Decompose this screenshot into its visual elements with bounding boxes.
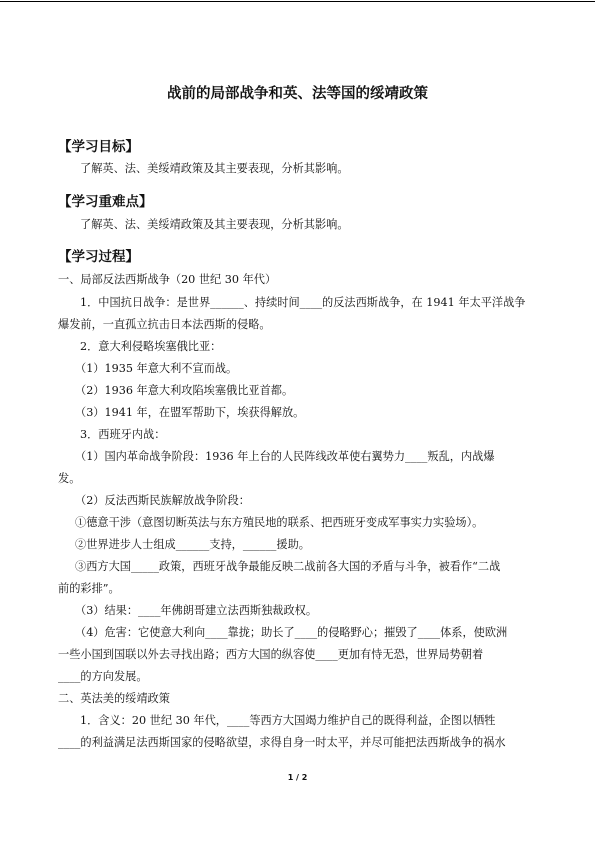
paragraph-line: （4）危害：它使意大利向____靠拢；助长了____的侵略野心；摧毁了____体系，使欧洲 [75, 626, 508, 639]
paragraph-line: ①德意干涉（意图切断英法与东方殖民地的联系、把西班牙变成军事实力实验场）。 [75, 516, 484, 529]
paragraph-line: ____的方向发展。 [58, 670, 148, 683]
paragraph-line: 1．含义：20 世纪 30 年代，____等西方大国竭力维护自己的既得利益，企图以牺牲 [80, 714, 496, 727]
page-number: 1 / 2 [287, 773, 308, 782]
paragraph-line: 3．西班牙内战： [80, 428, 166, 441]
heading-part-one: 一、局部反法西斯战争（20 世纪 30 年代） [58, 273, 277, 286]
paragraph-line: 一些小国到国联以外去寻找出路；西方大国的纵容使____更加有恃无恐，世界局势朝着 [58, 648, 484, 661]
paragraph-line: ②世界进步人士组成______支持，______援助。 [75, 538, 310, 551]
paragraph-line: 前的彩排”。 [58, 582, 120, 595]
paragraph-line: （3）1941 年，在盟军帮助下，埃获得解放。 [75, 406, 305, 419]
page-title: 战前的局部战争和英、法等国的绥靖政策 [167, 86, 428, 102]
paragraph-line: （1）1935 年意大利不宣而战。 [75, 362, 238, 375]
heading-part-two: 二、英法美的绥靖政策 [58, 692, 170, 705]
paragraph-line: （2）1936 年意大利攻陷埃塞俄比亚首都。 [75, 384, 294, 397]
paragraph-line: ____的利益满足法西斯国家的侵略欲望，求得自身一时太平，并尽可能把法西斯战争的祸水 [58, 736, 506, 749]
paragraph-line: 发。 [58, 472, 81, 485]
key-text: 了解英、法、美绥靖政策及其主要表现，分析其影响。 [80, 218, 349, 231]
paragraph-line: （1）国内革命战争阶段：1936 年上台的人民阵线改革使右翼势力____叛乱，内战爆 [75, 450, 495, 463]
paragraph-line: 爆发前，一直孤立抗击日本法西斯的侵略。 [58, 318, 271, 331]
paragraph-line: 2．意大利侵略埃塞俄比亚： [80, 340, 222, 353]
section-heading-goal: 【学习目标】 [58, 139, 139, 155]
section-heading-process: 【学习过程】 [58, 249, 139, 265]
top-rule [0, 1, 595, 2]
paragraph-line: ③西方大国_____政策，西班牙战争最能反映二战前各大国的矛盾与斗争，被看作“二战 [75, 560, 501, 573]
section-heading-key: 【学习重难点】 [58, 194, 153, 210]
goal-text: 了解英、法、美绥靖政策及其主要表现，分析其影响。 [80, 162, 349, 175]
paragraph-line: （2）反法西斯民族解放战争阶段： [75, 494, 250, 507]
paragraph-line: 1．中国抗日战争：是世界______、持续时间____的反法西斯战争，在 1941 年太平洋战争 [80, 296, 526, 309]
paragraph-line: （3）结果：____年佛朗哥建立法西斯独裁政权。 [75, 604, 318, 617]
